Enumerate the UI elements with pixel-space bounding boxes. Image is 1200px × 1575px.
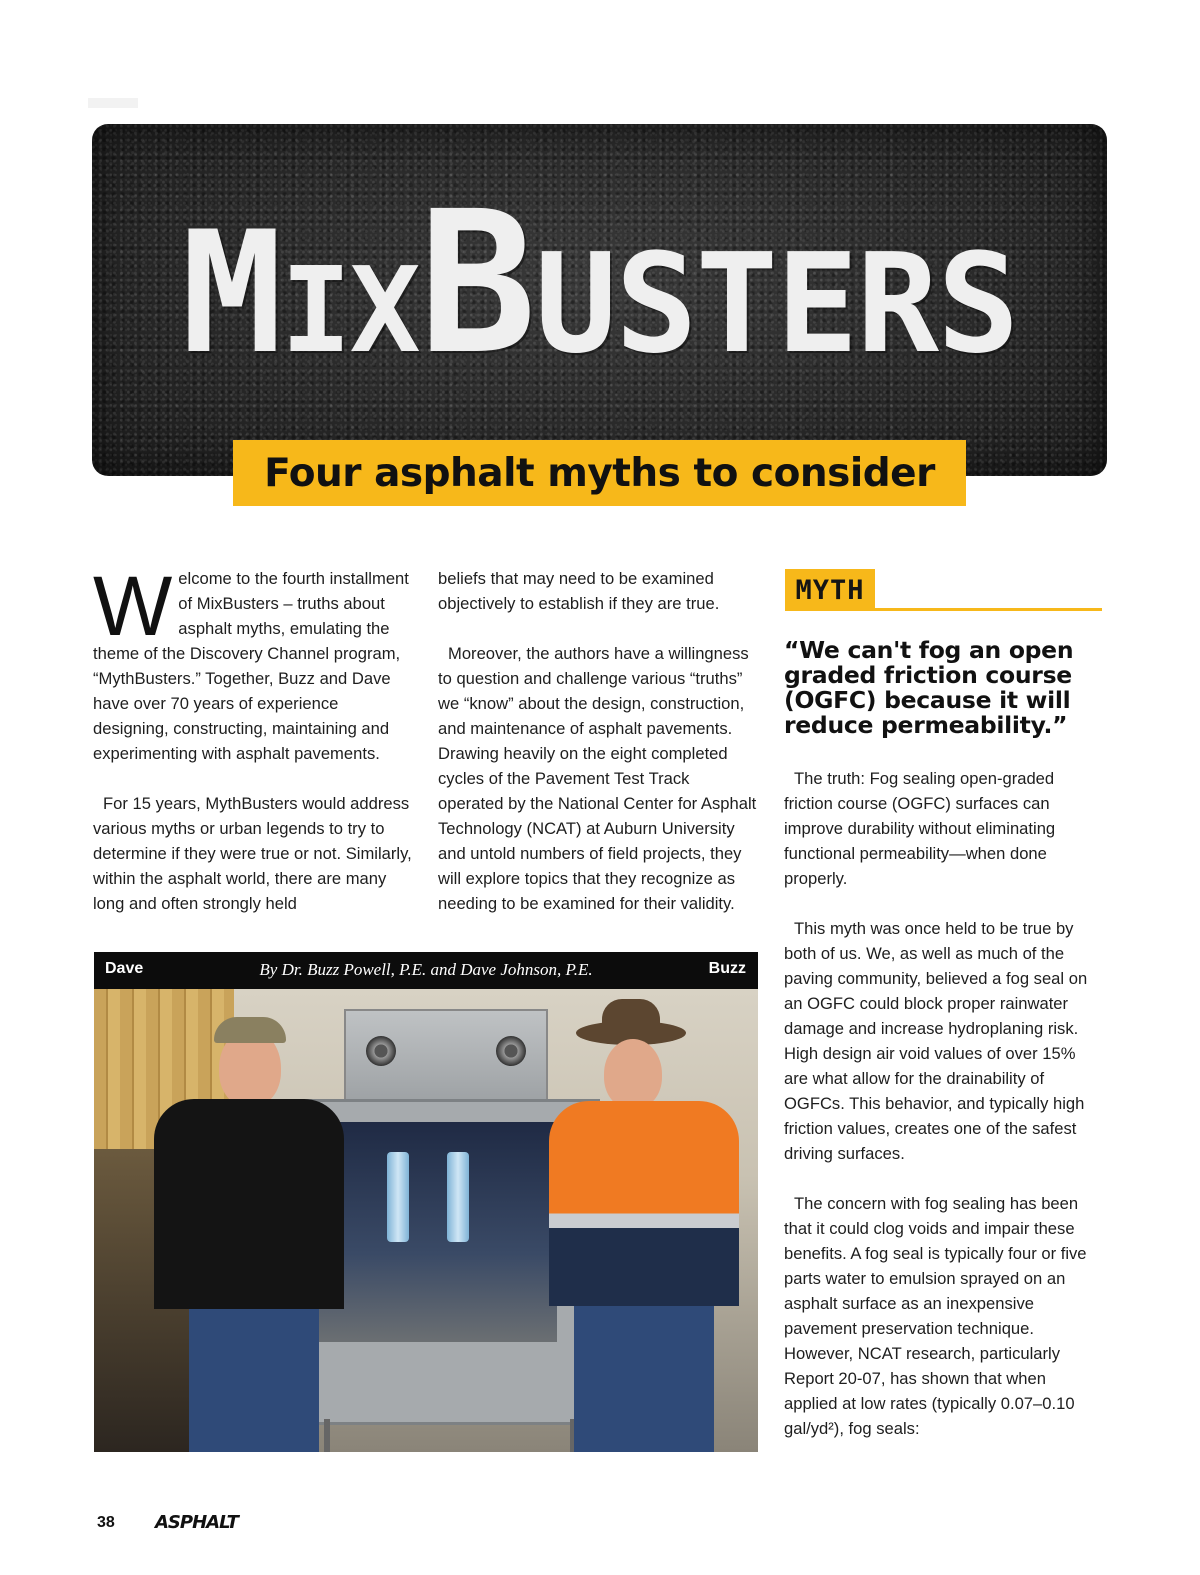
sidebar-body: [784, 766, 1104, 1466]
fan-icon: [366, 1036, 396, 1066]
person-dave: [134, 989, 354, 1452]
hero-title: [92, 170, 1107, 398]
corner-mark: [88, 98, 138, 108]
photo-label-left: Dave: [105, 960, 144, 977]
paragraph: This myth was once held to be true by both of us. We, as well as much of the paving community, believed a fog seal on an OGFC could block proper rainwater damage and increase hydroplaning risk. High design air void values of over 15% are what allow for the drainability of OGFCs. This behavior, and typically high friction values, creates one of the safest driving surfaces.: [784, 919, 1088, 1163]
photo-caption-bar: [94, 952, 758, 989]
article-column-2: [438, 566, 758, 941]
paragraph: Moreover, the authors have a willingness to question and challenge various “truths” we “know” about the design, construction, and maintenance of asphalt pavements. Drawing heavily on the eight completed cycles of the Pavement Test Track operated by the National Center for Asphalt Technology (NCAT) at Auburn University and untold numbers of field projects, they will explore topics that they recognize as needing to be examined for their validity.: [438, 644, 757, 913]
article-subtitle: Four asphalt myths to consider: [264, 450, 935, 496]
myth-divider: [875, 608, 1102, 611]
authors-photo: [94, 989, 758, 1452]
myth-quote: “We can't fog an open graded friction course (OGFC) because it will reduce permeability.”: [784, 636, 1074, 739]
paragraph: beliefs that may need to be examined objectively to establish if they are true.: [438, 569, 720, 613]
photo-label-right: Buzz: [708, 960, 746, 977]
dropcap: W: [93, 559, 173, 653]
publication-logo: ASPHALT: [155, 1512, 238, 1533]
paragraph: [93, 559, 415, 766]
hero-banner: [92, 124, 1107, 476]
paragraph: The truth: Fog sealing open-graded friction course (OGFC) surfaces can improve durability without eliminating functional permeability—when done properly.: [784, 769, 1056, 888]
subtitle-bar: [233, 440, 966, 506]
paragraph: The concern with fog sealing has been that it could clog voids and impair these benefits. A fog seal is typically four or five parts water to emulsion sprayed on an asphalt surface as an inexpensive pavement preservation technique. However, NCAT research, particularly Report 20-07, has shown that when applied at low rates (typically 0.07–0.10 gal/yd²), fog seals:: [784, 1194, 1087, 1438]
paragraph-text: elcome to the fourth installment of MixBusters – truths about asphalt myths, emulating the theme of the Discovery Channel program, “MythBusters.” Together, Buzz and Dave have over 70 years of experience designing, constructing, maintaining and experimenting with asphalt pavements.: [93, 569, 409, 763]
hero-title-second: Busters: [418, 170, 1018, 398]
article-column-1: [93, 559, 415, 941]
byline: By Dr. Buzz Powell, P.E. and Dave Johnson, P.E.: [259, 960, 593, 979]
paragraph: For 15 years, MythBusters would address various myths or urban legends to try to determine if they were true or not. Similarly, within the asphalt world, there are many long and often strongly held: [93, 794, 412, 913]
hero-title-first: Mix: [181, 195, 419, 391]
person-buzz: [514, 989, 754, 1452]
myth-label: MYTH: [785, 569, 875, 611]
page-number: 38: [97, 1514, 115, 1531]
